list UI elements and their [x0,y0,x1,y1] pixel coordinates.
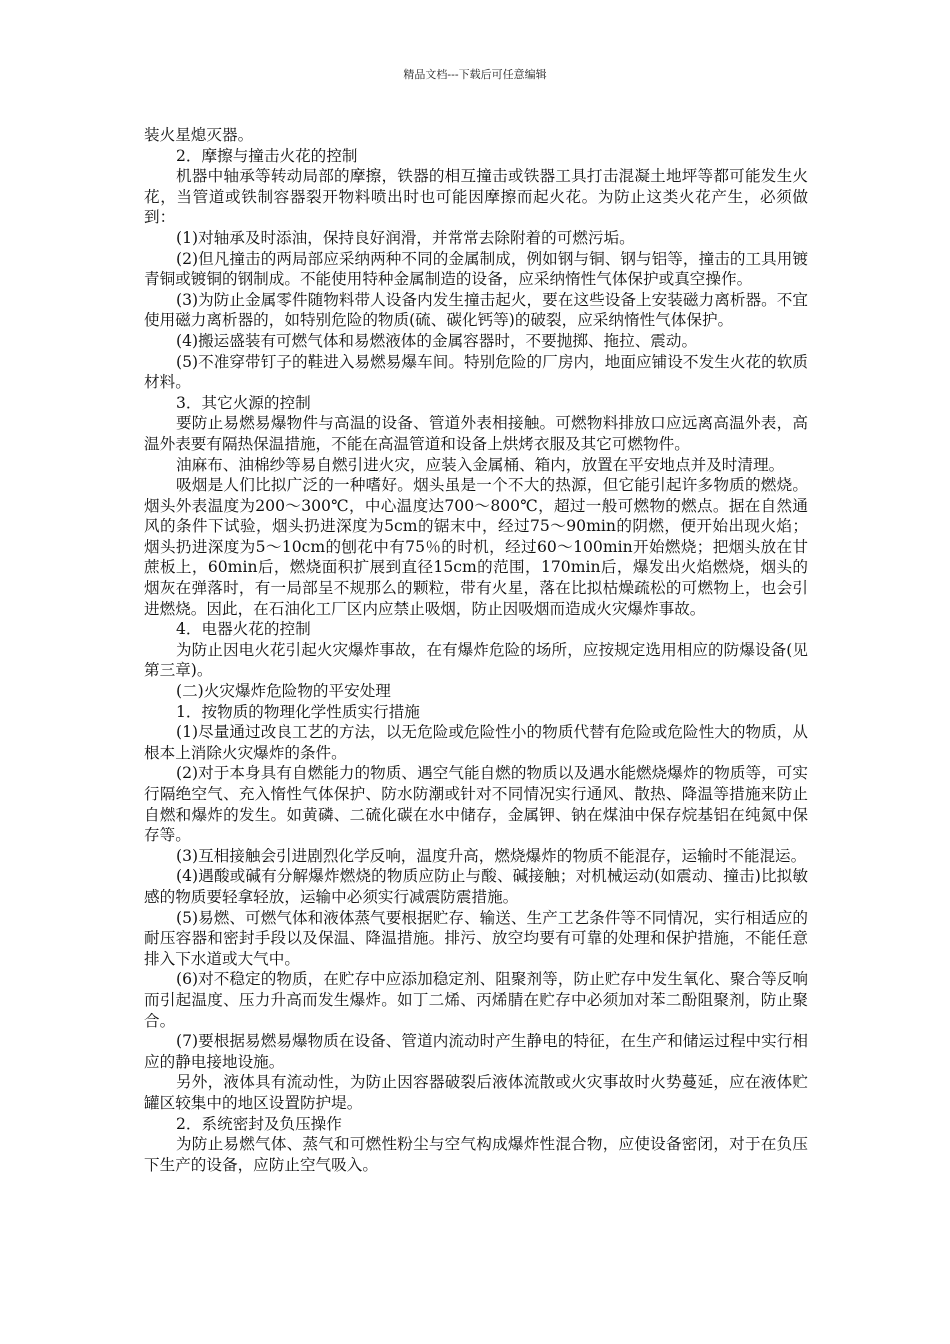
paragraph: 机器中轴承等转动局部的摩擦，铁器的相互撞击或铁器工具打击混凝土地坪等都可能发生火花，当管道或铁制容器裂开物料喷出时也可能因摩擦而起火花。为防止这类火花产生，必须做到： [144,167,808,227]
paragraph: 2．系统密封及负压操作 [176,1114,342,1133]
paragraph: 4．电器火花的控制 [176,620,311,639]
paragraph: 油麻布、油棉纱等易自燃引进火灾，应装入金属桶、箱内，放置在平安地点并及时清理。 [176,455,785,474]
paragraph: (3)为防止金属零件随物料带人设备内发生撞击起火，要在这些设备上安装磁力离析器。不宜使用磁力离析器的，如特别危险的物质(硫、碳化钙等)的破裂，应采纳惰性气体保护。 [144,290,808,330]
paragraph: (1)对轴承及时添油，保持良好润滑，并常常去除附着的可燃污垢。 [176,228,635,247]
paragraph: 另外，液体具有流动性，为防止因容器破裂后液体流散或火灾事故时火势蔓延，应在液体贮罐区较集中的地区设置防护堤。 [144,1073,808,1112]
document-body [144,125,808,1175]
paragraph: 2．摩擦与撞击火花的控制 [176,146,358,165]
paragraph: 1．按物质的物理化学性质实行措施 [176,702,420,721]
paragraph: 要防止易燃易爆物件与高温的设备、管道外表相接触。可燃物料排放口应远离高温外表，高温外表要有隔热保温措施，不能在高温管道和设备上烘烤衣服及其它可燃物件。 [144,414,808,453]
paragraph: (1)尽量通过改良工艺的方法，以无危险或危险性小的物质代替有危险或危险性大的物质，从根本上消除火灾爆炸的条件。 [144,723,808,762]
paragraph: (6)对不稳定的物质，在贮存中应添加稳定剂、阻聚剂等，防止贮存中发生氧化、聚合等反响而引起温度、压力升高而发生爆炸。如丁二烯、丙烯腈在贮存中必须加对苯二酚阻聚剂，防止聚合。 [144,970,808,1030]
paragraph: (5)不准穿带钉子的鞋进入易燃易爆车间。特别危险的厂房内，地面应铺设不发生火花的软质材料。 [144,352,808,392]
page-header: 精品文档---下载后可任意编辑 [403,68,547,81]
paragraph: (4)遇酸或碱有分解爆炸燃烧的物质应防止与酸、碱接触；对机械运动(如震动、撞击)比拟敏感的物质要轻拿轻放，运输中必须实行减震防震措施。 [144,867,808,906]
paragraph: 吸烟是人们比拟广泛的一种嗜好。烟头虽是一个不大的热源，但它能引起许多物质的燃烧。烟头外表温度为200～300℃，中心温度达700～800℃，超过一般可燃物的燃点。据在自然通风的条件下试验，烟头扔进深度为5cm的锯末中，经过75～90min的阴燃，便开始出现火焰；烟头扔进深度为5～10cm的刨花中有75％的时机，经过60～100min开始燃烧；把烟头放在甘蔗板上，60min后，燃烧面积扩展到直径15cm的范围，170min后，爆发出火焰燃烧，烟头的烟灰在弹落时，有一局部呈不规那么的颗粒，带有火星，落在比拟枯燥疏松的可燃物上，也会引进燃烧。因此，在石油化工厂区内应禁止吸烟，防止因吸烟而造成火灾爆炸事故。 [144,476,808,618]
paragraph: (2)对于本身具有自燃能力的物质、遇空气能自燃的物质以及遇水能燃烧爆炸的物质等，可实行隔绝空气、充入惰性气体保护、防水防潮或针对不同情况实行通风、散热、降温等措施来防止自燃和爆炸的发生。如黄磷、二硫化碳在水中储存，金属钾、钠在煤油中保存烷基铝在纯氮中保存等。 [144,764,808,845]
paragraph: (7)要根据易燃易爆物质在设备、管道内流动时产生静电的特征，在生产和储运过程中实行相应的静电接地设施。 [144,1032,808,1071]
paragraph: (二)火灾爆炸危险物的平安处理 [176,682,391,701]
paragraph: 装火星熄灭器。 [144,126,254,144]
paragraph: (3)互相接触会引进剧烈化学反响，温度升高，燃烧爆炸的物质不能混存，运输时不能混运。 [176,846,807,865]
paragraph: 为防止因电火花引起火灾爆炸事故，在有爆炸危险的场所，应按规定选用相应的防爆设备(见第三章)。 [144,640,808,680]
paragraph: (5)易燃、可燃气体和液体蒸气要根据贮存、输送、生产工艺条件等不同情况，实行相适应的耐压容器和密封手段以及保温、降温措施。排污、放空均要有可靠的处理和保护措施，不能任意排入下水道或大气中。 [144,908,808,968]
paragraph: (4)搬运盛装有可燃气体和易燃液体的金属容器时，不要抛掷、拖拉、震动。 [176,331,698,350]
paragraph: 为防止易燃气体、蒸气和可燃性粉尘与空气构成爆炸性混合物，应使设备密闭，对于在负压下生产的设备，应防止空气吸入。 [144,1135,808,1174]
paragraph: 3．其它火源的控制 [176,393,311,412]
paragraph: (2)但凡撞击的两局部应采纳两种不同的金属制成，例如钢与铜、钢与铝等，撞击的工具用镀青铜或镀铜的钢制成。不能使用特种金属制造的设备，应采纳惰性气体保护或真空操作。 [144,249,808,289]
